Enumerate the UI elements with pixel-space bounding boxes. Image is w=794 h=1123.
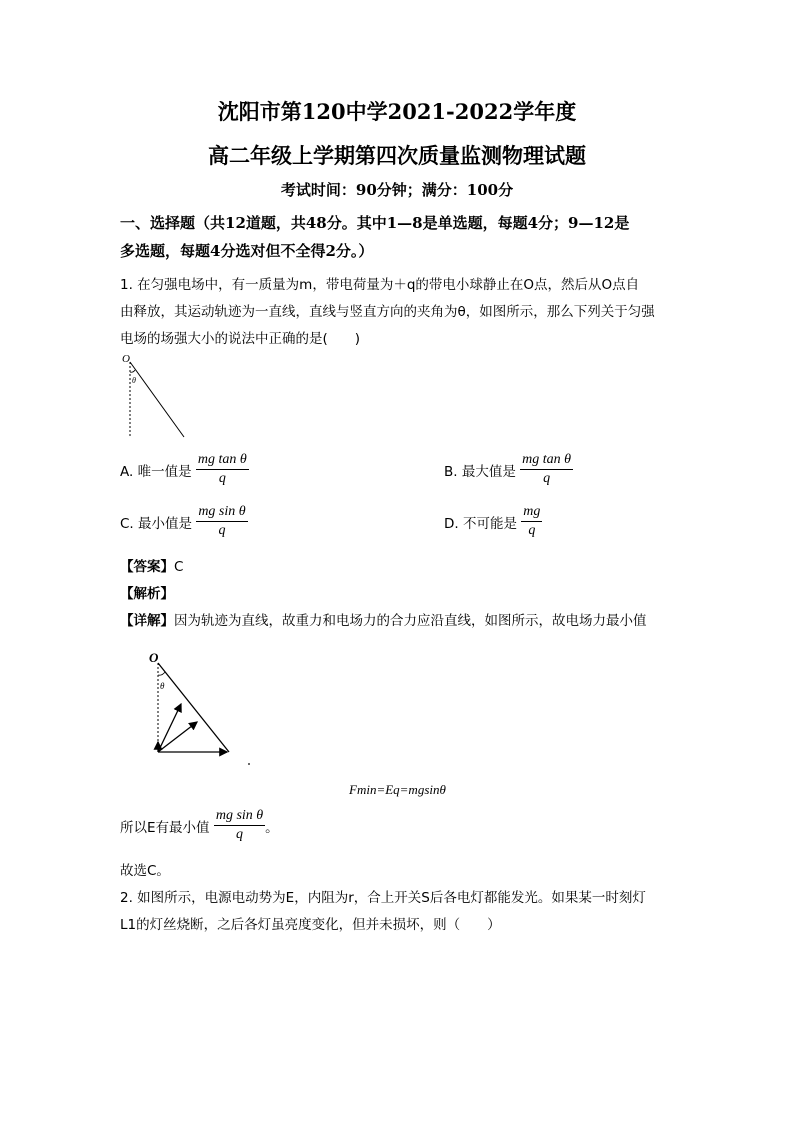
detail-line bbox=[120, 609, 647, 629]
option-d-fraction bbox=[521, 504, 542, 539]
fig2-force-arrow-1 bbox=[158, 704, 181, 752]
q2-text-line1: 2. 如图所示，电源电动势为E，内阻为r，合上开关S后各电灯都能发光。如果某一时刻灯 bbox=[120, 890, 646, 906]
conclusion-suffix: 。 bbox=[265, 819, 279, 836]
fig1-trajectory-line bbox=[130, 362, 184, 437]
formula-fmin: Fmin=Eq=mgsinθ bbox=[349, 782, 446, 797]
fig1-angle-arc bbox=[130, 370, 135, 372]
detail-tag: 【详解】 bbox=[120, 613, 174, 629]
analysis-tag: 【解析】 bbox=[120, 586, 174, 602]
option-c-label: C. 最小值是 bbox=[120, 515, 193, 532]
option-b-numerator: mg tan θ bbox=[520, 452, 573, 470]
fig2-dot bbox=[248, 763, 250, 765]
detail-text: 因为轨迹为直线，故重力和电场力的合力应沿直线，如图所示，故电场力最小值 bbox=[174, 613, 647, 629]
answer-tag: 【答案】 bbox=[120, 559, 174, 575]
q1-text-line2: 由释放，其运动轨迹为一直线，直线与竖直方向的夹角为θ，如图所示，那么下列关于匀强 bbox=[120, 304, 655, 320]
page-title-line2: 高二年级上学期第四次质量监测物理试题 bbox=[208, 143, 586, 168]
option-a-fraction bbox=[196, 452, 249, 487]
option-c[interactable] bbox=[120, 504, 248, 539]
conclusion-prefix: 所以E有最小值 bbox=[120, 819, 210, 836]
section-heading-line1: 一、选择题（共12道题，共48分。其中1—8是单选题，每题4分；9—12是 bbox=[120, 214, 630, 232]
section-heading-line2: 多选题，每题4分选对但不全得2分。） bbox=[120, 242, 374, 260]
option-c-denominator: q bbox=[218, 523, 226, 538]
fig2-label-theta: θ bbox=[160, 681, 165, 691]
answer-line bbox=[120, 555, 183, 575]
option-a-numerator: mg tan θ bbox=[196, 452, 249, 470]
q2-text-line2: L1的灯丝烧断，之后各灯虽亮度变化，但并未损坏，则（ ） bbox=[120, 917, 501, 933]
conclusion-fraction bbox=[214, 808, 265, 843]
option-b[interactable] bbox=[444, 452, 573, 487]
choice-line: 故选C。 bbox=[120, 863, 170, 879]
option-d-numerator: mg bbox=[521, 504, 542, 522]
option-d-label: D. 不可能是 bbox=[444, 515, 517, 532]
q1-figure bbox=[118, 350, 198, 442]
conclusion-denominator: q bbox=[235, 827, 243, 842]
option-b-label: B. 最大值是 bbox=[444, 463, 516, 480]
fig1-label-theta: θ bbox=[132, 376, 136, 385]
conclusion-line bbox=[120, 808, 279, 843]
fig2-angle-arc bbox=[158, 672, 165, 675]
option-a-denominator: q bbox=[218, 471, 226, 486]
page-title-line1: 沈阳市第120中学2021-2022学年度 bbox=[217, 99, 577, 124]
fig1-label-o: O bbox=[122, 353, 130, 365]
option-b-fraction bbox=[520, 452, 573, 487]
q1-solution-figure bbox=[145, 648, 257, 770]
option-b-denominator: q bbox=[543, 471, 551, 486]
fig2-label-o: O bbox=[149, 650, 159, 665]
conclusion-numerator: mg sin θ bbox=[214, 808, 265, 826]
q1-text-line1: 1. 在匀强电场中，有一质量为m，带电荷量为＋q的带电小球静止在O点，然后从O点自 bbox=[120, 277, 640, 293]
fig2-trajectory-line bbox=[158, 663, 229, 752]
exam-info: 考试时间：90分钟；满分：100分 bbox=[280, 181, 514, 199]
option-c-numerator: mg sin θ bbox=[196, 504, 247, 522]
option-a-label: A. 唯一值是 bbox=[120, 463, 192, 480]
option-d-denominator: q bbox=[528, 523, 536, 538]
option-a[interactable] bbox=[120, 452, 249, 487]
option-c-fraction bbox=[196, 504, 247, 539]
fig2-force-arrow-2 bbox=[158, 722, 197, 752]
option-d[interactable] bbox=[444, 504, 542, 539]
answer-value: C bbox=[174, 559, 184, 575]
q1-text-line3: 电场的场强大小的说法中正确的是( ) bbox=[120, 331, 361, 347]
